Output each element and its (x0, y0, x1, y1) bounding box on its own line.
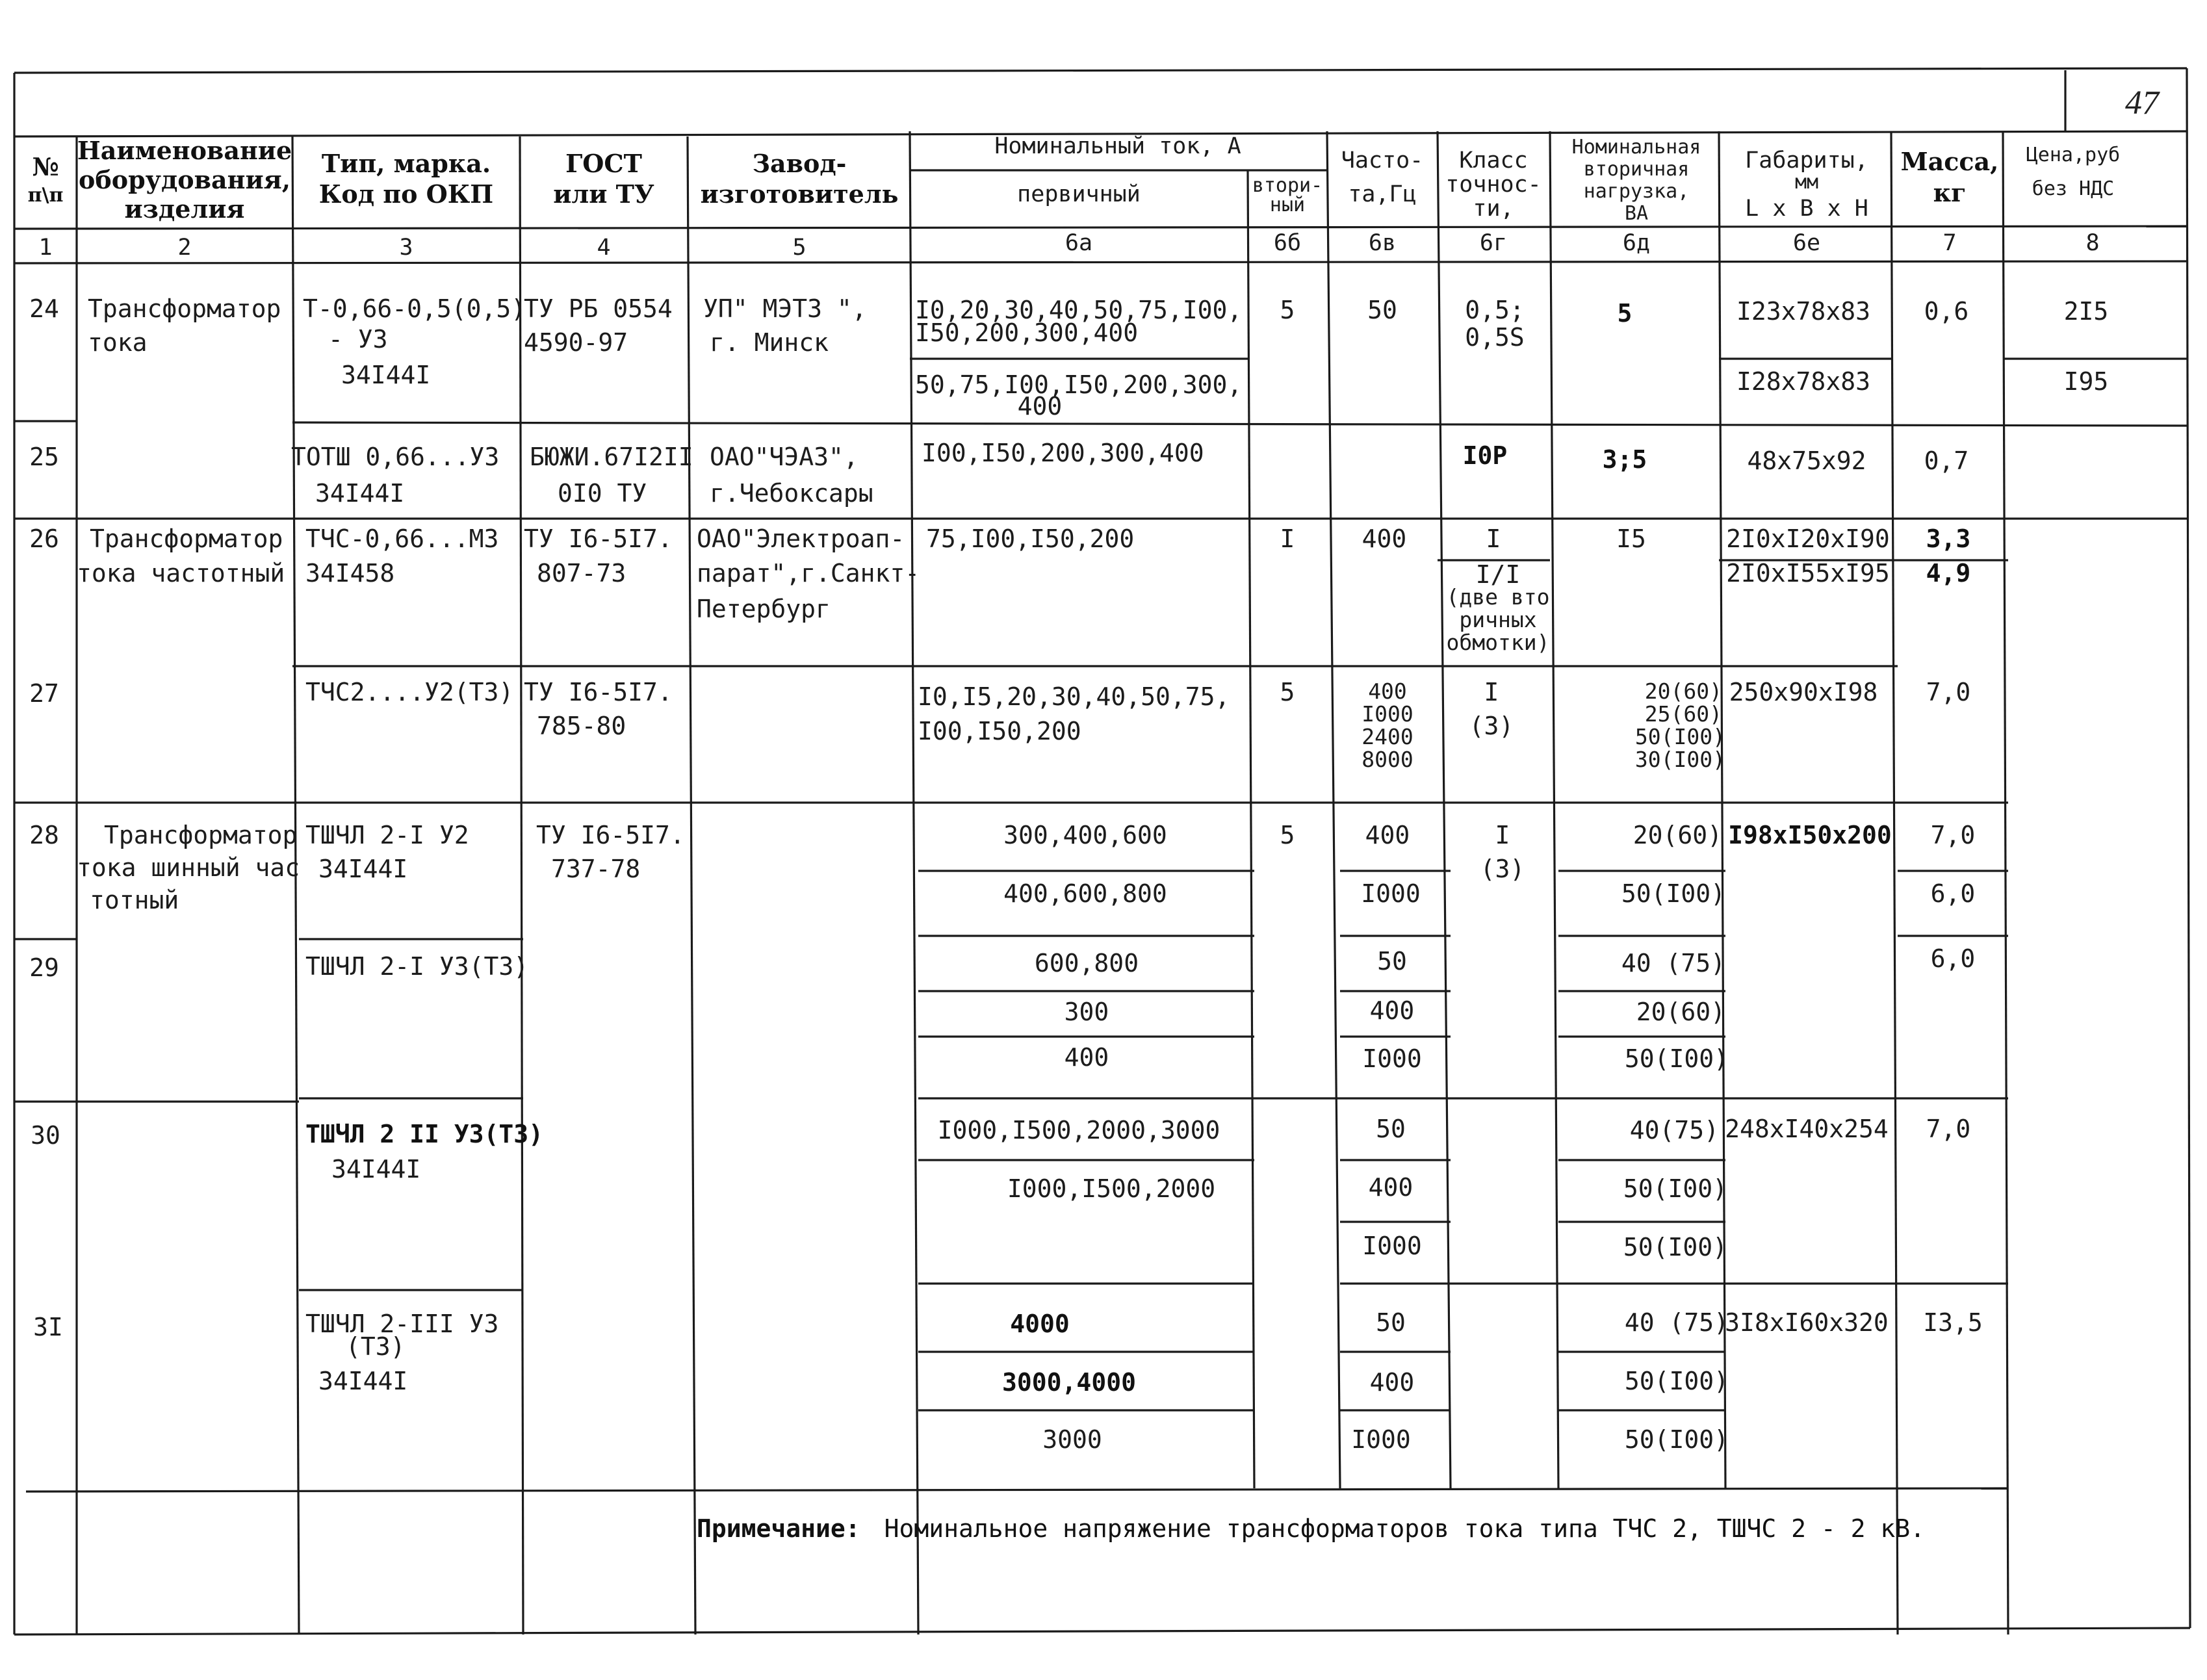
row-number: 24 (29, 294, 59, 323)
gost-spec: ТУ I6-5I7. (524, 678, 673, 706)
header-primary: первичный (1017, 181, 1141, 207)
type-code: - УЗ (328, 325, 388, 354)
dimensions: I23x78x83 (1736, 297, 1870, 326)
gost-spec: 4590-97 (524, 328, 628, 357)
header-price: без НДС (2032, 177, 2115, 200)
frequency: 2400 (1362, 724, 1413, 749)
gost-spec: 785-80 (537, 712, 626, 740)
manufacturer: г.Чебоксары (710, 479, 873, 508)
col-number: 4 (597, 235, 611, 261)
col-number: 3 (399, 235, 413, 261)
row-number: 26 (29, 524, 59, 553)
header-maker: Завод- (752, 149, 847, 178)
table-note (697, 1514, 1925, 1543)
table-header (28, 133, 2121, 225)
secondary-load: 50(I00) (1623, 1174, 1727, 1203)
manufacturer: Петербург (697, 595, 831, 623)
mass: 7,0 (1926, 678, 1971, 706)
header-type: Код по ОКП (318, 179, 494, 209)
header-load: Номинальная (1571, 136, 1701, 159)
header-accuracy: точнос- (1445, 172, 1542, 198)
secondary-load: 25(60) (1644, 701, 1722, 727)
primary-current: 300 (1064, 998, 1109, 1026)
header-freq: та,Гц (1348, 181, 1417, 207)
primary-current: I00,I50,200,300,400 (922, 439, 1204, 467)
frequency: 50 (1376, 1115, 1406, 1143)
secondary-load: 5 (1617, 299, 1633, 328)
mass: 3,3 (1926, 524, 1971, 553)
col-number: 1 (38, 235, 53, 261)
dimensions: 250x90xI98 (1729, 678, 1878, 706)
col-number: 8 (2085, 230, 2100, 256)
primary-current: 400 (1017, 392, 1063, 420)
frequency: I000 (1362, 701, 1413, 727)
header-load: ВА (1624, 202, 1649, 225)
equipment-name: тока шинный час (77, 853, 300, 882)
type-code: 34I458 (305, 559, 395, 588)
header-load: нагрузка, (1583, 180, 1690, 203)
dimensions: 3I8xI60x320 (1725, 1308, 1889, 1337)
header-type: Тип, марка. (321, 149, 491, 178)
mass: 4,9 (1926, 559, 1971, 588)
row-number: 25 (29, 443, 59, 471)
secondary-load: I5 (1616, 524, 1646, 553)
type-code: ТЧС2....У2(ТЗ) (305, 678, 514, 706)
secondary-load: 40 (75) (1624, 1308, 1729, 1337)
type-code: ТЧС-0,66...МЗ (305, 524, 499, 553)
header-num: № (32, 152, 59, 181)
dimensions: I28x78x83 (1736, 367, 1870, 396)
gost-spec: 807-73 (537, 559, 626, 588)
accuracy-class: (3) (1469, 712, 1514, 740)
type-code: 34I44I (331, 1155, 421, 1183)
table-row (31, 1115, 1970, 1261)
frequency: I000 (1351, 1425, 1411, 1454)
secondary-current: 5 (1280, 678, 1295, 706)
gost-spec: БЮЖИ.67I2II (530, 443, 693, 471)
col-number: 7 (1942, 230, 1957, 256)
header-name: оборудования, (79, 165, 290, 194)
gost-spec: 0I0 ТУ (558, 479, 647, 508)
secondary-current: I (1280, 524, 1295, 553)
price: 2I5 (2063, 297, 2109, 326)
table-row (29, 821, 1975, 914)
type-code: Т-0,66-0,5(0,5) (303, 294, 526, 323)
accuracy-class: (две вто (1446, 584, 1550, 610)
header-accuracy: ти, (1473, 196, 1514, 222)
type-code: 34I44I (341, 361, 431, 389)
gost-spec: ТУ РБ 0554 (524, 294, 673, 323)
type-code: ТШЧЛ 2-I У2 (305, 821, 469, 849)
gost-spec: ТУ I6-5I7. (524, 524, 673, 553)
primary-current: I0,20,30,40,50,75,I00, (915, 296, 1243, 324)
frequency: 400 (1368, 1173, 1413, 1202)
accuracy-class: I0P (1462, 441, 1508, 470)
header-dims: L x B x H (1745, 196, 1868, 222)
dimensions: 48x75x92 (1747, 446, 1866, 475)
frequency: I000 (1362, 1044, 1422, 1073)
note-text: Номинальное напряжение трансформаторов тока типа ТЧС 2, ТШЧС 2 - 2 кВ. (884, 1514, 1926, 1543)
accuracy-class: I/I (1475, 560, 1521, 589)
equipment-name: тотный (90, 886, 179, 914)
dimensions: 2I0xI20xI90 (1726, 524, 1890, 553)
equipment-name: тока частотный (77, 559, 285, 588)
row-number: 30 (31, 1121, 60, 1150)
table-row (29, 944, 1975, 1073)
dimensions: I98xI50x200 (1728, 821, 1892, 849)
header-gost: или ТУ (553, 179, 654, 209)
type-code: ТШЧЛ 2-I УЗ(ТЗ) (305, 952, 529, 981)
col-number: 6в (1368, 230, 1397, 256)
dimensions: 248xI40x254 (1725, 1115, 1889, 1143)
mass: 6,0 (1930, 879, 1976, 908)
frequency: 400 (1369, 996, 1415, 1025)
secondary-load: 50(I00) (1623, 1233, 1727, 1261)
header-name: Наименование (77, 136, 292, 165)
secondary-load: 40 (75) (1621, 949, 1725, 977)
secondary-current: 5 (1280, 821, 1295, 849)
equipment-name: Трансформатор (90, 524, 283, 553)
note-label: Примечание: (697, 1514, 860, 1543)
secondary-load: 20(60) (1633, 821, 1722, 849)
manufacturer: г. Минск (710, 328, 829, 357)
mass: 7,0 (1926, 1115, 1971, 1143)
accuracy-class: I (1484, 678, 1499, 706)
row-number: 27 (29, 679, 59, 708)
accuracy-class: ричных (1459, 607, 1537, 632)
secondary-load: 30(I00) (1634, 747, 1725, 772)
header-mass: Масса, (1900, 147, 1999, 176)
primary-current: 300,400,600 (1003, 821, 1167, 849)
frequency: 50 (1367, 296, 1397, 324)
accuracy-class: 0,5S (1465, 323, 1525, 352)
type-code: 34I44I (318, 855, 408, 883)
primary-current: I00,I50,200 (918, 717, 1081, 745)
primary-current: 3000 (1042, 1425, 1102, 1454)
manufacturer: ОАО"ЧЭАЗ", (710, 443, 858, 471)
accuracy-class: 0,5; (1465, 296, 1525, 324)
table-row (29, 678, 1970, 772)
equipment-name: Трансформатор (88, 294, 281, 323)
accuracy-class: обмотки) (1446, 630, 1550, 655)
header-price: Цена,руб (2026, 144, 2121, 166)
header-name: изделия (124, 194, 245, 224)
accuracy-class: I (1486, 524, 1501, 553)
col-number: 6а (1065, 230, 1093, 256)
col-number: 6б (1273, 230, 1302, 256)
secondary-load: 20(60) (1644, 678, 1722, 704)
frequency: 50 (1377, 947, 1407, 976)
primary-current: 3000,4000 (1002, 1368, 1136, 1397)
primary-current: 400,600,800 (1003, 879, 1167, 908)
type-code: (ТЗ) (346, 1332, 406, 1361)
header-maker: изготовитель (700, 179, 899, 209)
table-row (29, 439, 1968, 508)
col-number: 6г (1479, 230, 1508, 256)
mass: I3,5 (1923, 1308, 1983, 1337)
accuracy-class: I (1495, 821, 1510, 849)
manufacturer: ОАО"Электроап- (697, 524, 905, 553)
frequency: I000 (1361, 879, 1421, 908)
gost-spec: 737-78 (551, 855, 641, 883)
header-load: вторичная (1583, 158, 1690, 181)
manufacturer: парат",г.Санкт- (697, 559, 920, 588)
mass: 0,7 (1924, 446, 1969, 475)
primary-current: 400 (1064, 1043, 1109, 1072)
secondary-current: 5 (1280, 296, 1295, 324)
accuracy-class: (3) (1480, 855, 1525, 883)
frequency: 8000 (1362, 747, 1413, 772)
type-code: ТОТШ 0,66...УЗ (291, 443, 500, 471)
frequency: 400 (1368, 678, 1407, 704)
mass: 0,6 (1924, 297, 1969, 326)
primary-current: 600,800 (1034, 949, 1139, 977)
secondary-load: 50(I00) (1634, 724, 1725, 749)
table-row (33, 1308, 1983, 1454)
header-current-group: Номинальный ток, А (994, 133, 1241, 159)
primary-current: I000,I500,2000 (1007, 1174, 1216, 1203)
secondary-load: 50(I00) (1621, 879, 1725, 908)
row-number: 3I (33, 1313, 63, 1341)
primary-current: I0,I5,20,30,40,50,75, (918, 682, 1230, 711)
header-secondary: ный (1269, 194, 1306, 216)
row-number: 28 (29, 821, 59, 849)
page-number: 47 (2125, 84, 2159, 122)
header-dims: Габариты, (1745, 148, 1868, 174)
frequency: 400 (1362, 524, 1407, 553)
primary-current: 50,75,I00,I50,200,300, (915, 370, 1243, 399)
equipment-name: тока (88, 328, 148, 357)
mass: 6,0 (1930, 944, 1976, 973)
header-secondary: втори- (1252, 174, 1323, 197)
frequency: 50 (1376, 1308, 1406, 1337)
type-code: ТШЧЛ 2 II УЗ(ТЗ) (305, 1120, 544, 1148)
frequency: 400 (1369, 1368, 1415, 1397)
row-number: 29 (29, 953, 59, 982)
col-number: 6д (1622, 230, 1651, 256)
secondary-load: 20(60) (1636, 998, 1725, 1026)
table-row (29, 524, 1970, 655)
dimensions: 2I0xI55xI95 (1726, 559, 1890, 588)
primary-current: I50,200,300,400 (915, 318, 1139, 347)
type-code: ТШЧЛ 2-III УЗ (305, 1310, 499, 1338)
col-number: 5 (792, 235, 807, 261)
manufacturer: УП" МЭТЗ ", (703, 294, 867, 323)
price: I95 (2063, 367, 2109, 396)
primary-current: 75,I00,I50,200 (926, 524, 1135, 553)
secondary-load: 3;5 (1602, 445, 1647, 474)
secondary-load: 50(I00) (1624, 1425, 1729, 1454)
header-freq: Часто- (1341, 148, 1424, 174)
col-number: 2 (177, 235, 192, 261)
primary-current: 4000 (1010, 1310, 1070, 1338)
type-code: 34I44I (318, 1367, 408, 1395)
frequency: I000 (1362, 1232, 1422, 1260)
col-number: 6е (1792, 230, 1821, 256)
header-dims: мм (1794, 171, 1819, 194)
header-gost: ГОСТ (565, 149, 642, 178)
secondary-load: 40(75) (1629, 1116, 1719, 1144)
secondary-load: 50(I00) (1624, 1044, 1729, 1073)
equipment-name: Трансформатор (104, 821, 298, 849)
header-accuracy: Класс (1459, 148, 1528, 174)
header-num: п\п (27, 184, 64, 207)
table-row (29, 294, 2108, 420)
gost-spec: ТУ I6-5I7. (536, 821, 685, 849)
column-numbers-row (38, 230, 2099, 261)
primary-current: I000,I500,2000,3000 (937, 1116, 1220, 1144)
secondary-load: 50(I00) (1624, 1367, 1729, 1395)
type-code: 34I44I (315, 479, 405, 508)
frequency: 400 (1365, 821, 1410, 849)
mass: 7,0 (1930, 821, 1976, 849)
header-mass: кг (1933, 178, 1967, 207)
